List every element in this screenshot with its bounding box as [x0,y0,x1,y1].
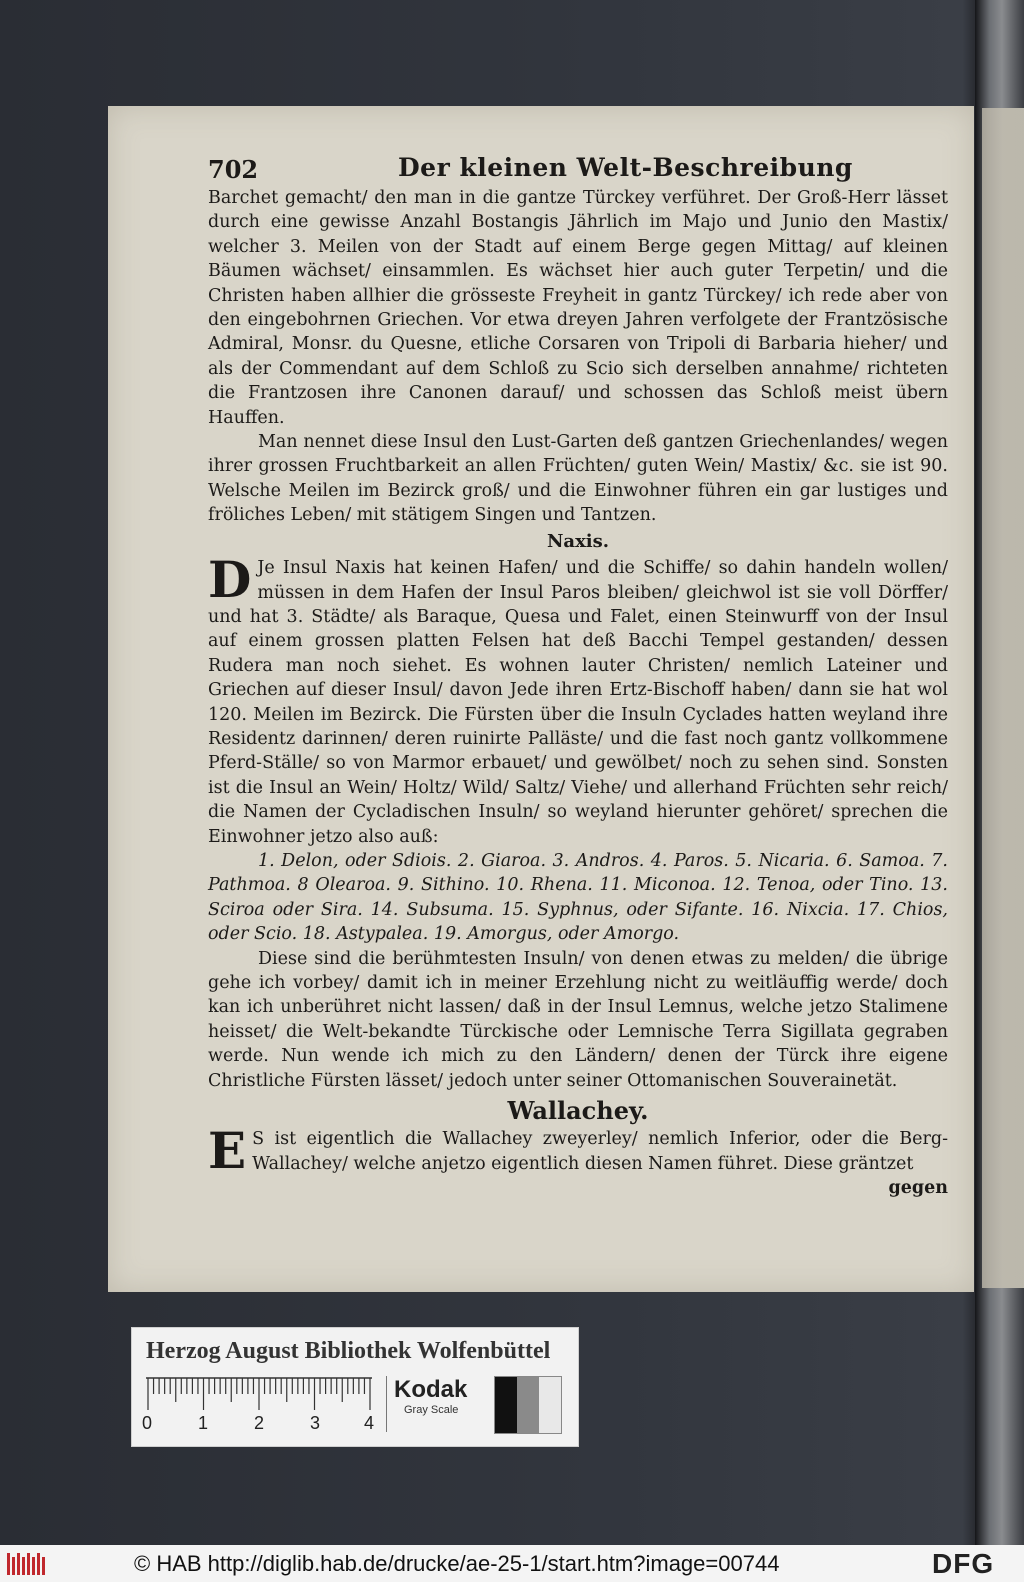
adjacent-page-edge [982,108,1024,1288]
card-divider [386,1376,387,1432]
ruler-number: 0 [142,1413,153,1433]
ruler-scale [146,1376,372,1412]
ruler-number: 3 [310,1413,321,1433]
catchword: gegen [888,1178,948,1199]
section-title-wallachey: Wallachey. [507,1096,649,1126]
copyright-url: © HAB http://diglib.hab.de/drucke/ae-25-1/start.htm?image=00744 [134,1551,780,1576]
footer-bar [0,1545,1024,1582]
paragraph-lemnus: Diese sind die berühmtesten Insuln/ von denen etwas zu melden/ die übrige gehe ich vorbey/ damit ich in meiner Erzehlung nicht zu weitläuffig werde/ doch kan ich unberühret nicht lassen/ daß in der Insul Lemnus, welche jetzo Stalimene heisset/ die Welt-bekandte Türckische oder Lemnische Terra Sigillata gegraben werde. Nun wende ich mich zu den Ländern/ denen der Türck ihre eigene Christliche Fürsten lässet/ jedoch unter seiner Ottomanischen Souverainetät. [208,948,948,1091]
gray-scale-patch [494,1376,562,1434]
gray-patch-light [539,1377,561,1433]
gray-patch-black [495,1377,517,1433]
section-title-naxis: Naxis. [546,530,610,552]
ruler-number: 2 [254,1413,265,1433]
dfg-logo: DFG [932,1548,995,1579]
cyclades-list: 1. Delon, oder Sdiois. 2. Giaroa. 3. Andros. 4. Paros. 5. Nicaria. 6. Samoa. 7. Pathmoa. 8 Olearoa. 9. Sithino. 10. Rhena. 11. Miconoa. 12. Tenoa, oder Tino. 13. Sciroa oder Sira. 14. Subsuma. 15. Syphnus, oder Sifante. 16. Nixcia. 17. Chios, oder Scio. 18. Astypalea. 19. Amorgus, oder Amorgo. [208,850,948,945]
paragraph-scio: Barchet gemacht/ den man in die gantze Türckey verführet. Der Groß-Herr lässet durch eine gewisse Anzahl Bostangis Jährlich im Majo und Junio den Mastix/ welcher 3. Meilen von der Stadt auf einem Berge gegen Mittag/ auf kleinen Bäumen wächset/ einsammlen. Es wächset hier auch guter Terpetin/ und die Christen haben allhier die grösseste Freyheit in gantz Türckey/ ich rede aber von den eingebohrnen Griechen. Vor etwa dreyen Jahren verfolgete der Frantzösische Admiral, Monsr. du Quesne, etliche Corsaren von Tripoli di Barbaria hieher/ und als der Commendant auf dem Schloß zu Scio sich derselben annahme/ richteten die Frantzosen ihre Canonen darauf/ und schossen das Schloß meist übern Hauffen. [208,188,948,428]
gray-patch-mid [517,1377,539,1433]
paragraph-wallachey [208,1121,948,1181]
running-head [208,154,948,186]
book-page [108,106,974,1292]
running-head-title: Der kleinen Welt-Beschreibung [398,153,853,182]
dropcap-e: E [208,1121,247,1181]
wallachey-text: S ist eigentlich die Wallachey zweyerley/ nemlich Inferior, oder die Berg-Wallachey/ welche anjetzo eigentlich diesen Namen führet. Diese gräntzet [252,1129,948,1174]
gray-scale-label: Gray Scale [404,1404,459,1416]
ruler-number: 4 [364,1413,375,1433]
color-calibration-card [131,1327,579,1447]
library-name: Herzog August Bibliothek Wolfenbüttel [146,1338,551,1364]
ruler-numbers [142,1413,382,1435]
page-text-block [208,154,948,1201]
naxis-text: Je Insul Naxis hat keinen Hafen/ und die Schiffe/ so dahin handeln wollen/ müssen in dem Hafen der Insul Paros bleiben/ gleichwol ist sie voll Dörffer/ und hat 3. Städte/ als Baraque, Quesa und Falet, einen Steinwurff von der Insul auf einem grossen platten Felsen hat deß Bacchi Tempel gestanden/ dessen Rudera man noch siehet. Es wohnen lauter Christen/ nemlich Lateiner und Griechen auf dieser Insul/ davon Jede ihren Ertz-Bischoff haben/ dann sie hat wol 120. Meilen im Bezirck. Die Fürsten über die Insuln Cyclades hatten weyland ihre Residentz darinnen/ deren ruinirte Palläste/ und die fast noch gantz vollkommene Pferd-Ställe/ so von Marmor erbauet/ und gewölbet/ noch zu sehen sind. Sonsten ist die Insul an Wein/ Holtz/ Wild/ Saltz/ Viehe/ und allerhand Früchten sehr reich/ die Namen der Cycladischen Insuln/ so weyland hierunter gehöret/ sprechen die Einwohner jetzo also auß: [208,558,948,847]
kodak-logo-text: Kodak [394,1376,468,1403]
hab-logo-icon [6,1551,50,1577]
paragraph-naxis [208,550,948,849]
dropcap-d: D [208,550,252,610]
paragraph-lust-garten: Man nennet diese Insul den Lust-Garten deß gantzen Griechenlandes/ wegen ihrer grossen Fruchtbarkeit an allen Früchten/ guten Wein/ Mastix/ &c. sie ist 90. Welsche Meilen im Bezirck groß/ und die Einwohner führen ein gar lustiges und fröliches Leben/ mit stätigem Singen und Tantzen. [208,432,948,526]
ruler-number: 1 [198,1413,209,1433]
page-number: 702 [208,155,259,184]
